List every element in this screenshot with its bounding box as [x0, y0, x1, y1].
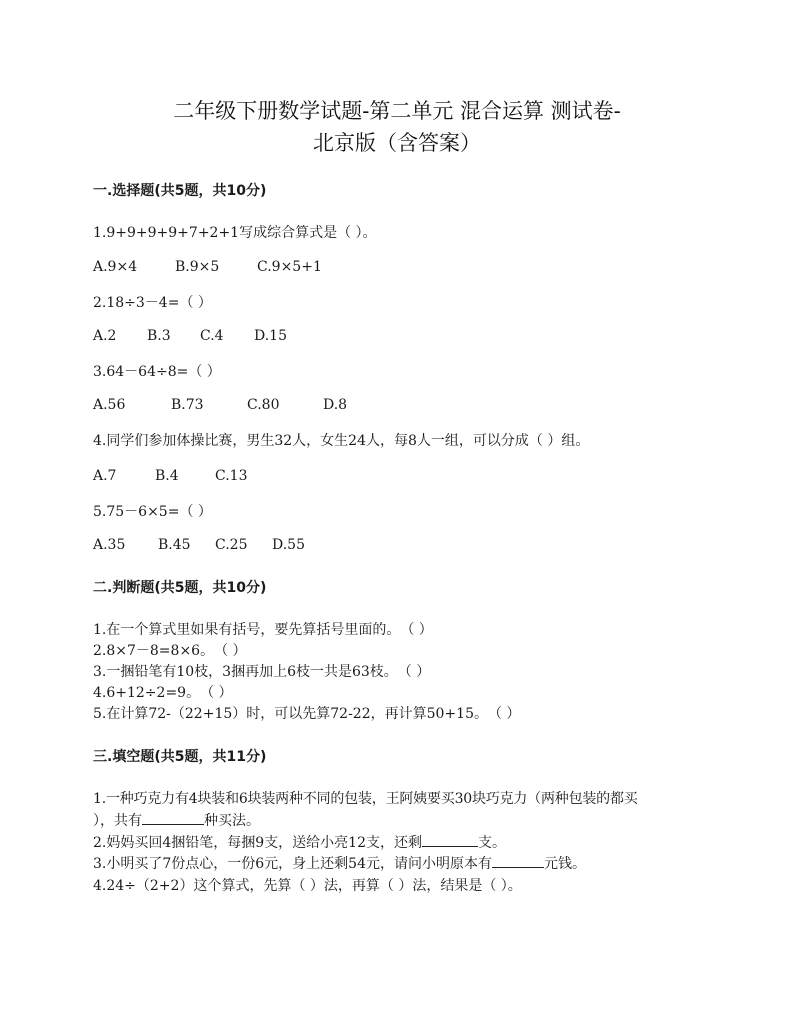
page-title-line2: 北京版（含答案） [313, 131, 481, 155]
fill-text: 2.妈妈买回4捆铅笔，每捆9支，送给小亮12支，还剩 [93, 835, 422, 851]
option-b: B.4 [155, 468, 179, 484]
option-d: D.8 [323, 397, 348, 413]
fill-item-2 [93, 832, 506, 852]
judge-item: 4.6+12÷2=9。 （ ） [93, 685, 233, 701]
fill-text: ），共有 [93, 813, 142, 829]
fill-text: 种买法。 [204, 813, 260, 829]
option-b: B.9×5 [175, 259, 220, 275]
option-c: C.9×5+1 [257, 259, 322, 275]
fill-text: 元钱。 [544, 856, 586, 872]
option-c: C.25 [215, 537, 248, 553]
question-text: 4.同学们参加体操比赛，男生32人，女生24人，每8人一组，可以分成（ ）组。 [93, 433, 590, 449]
option-b: B.73 [171, 397, 204, 413]
option-a: A.2 [93, 328, 117, 344]
section-heading-fill: 三.填空题(共5题，共11分) [93, 749, 267, 765]
option-a: A.56 [93, 397, 126, 413]
answer-blank [142, 810, 204, 825]
fill-item-4: 4.24÷（2+2）这个算式，先算（ ）法，再算（ ）法，结果是（ ）。 [93, 878, 522, 894]
section-heading-judge: 二.判断题(共5题，共10分) [93, 580, 267, 596]
option-a: A.7 [93, 468, 117, 484]
fill-item-3 [93, 853, 586, 873]
fill-item-1-line2 [93, 810, 260, 830]
answer-blank [492, 853, 544, 868]
option-b: B.3 [147, 328, 171, 344]
option-a: A.9×4 [93, 259, 138, 275]
section-heading-choice: 一.选择题(共5题，共10分) [93, 183, 267, 199]
question-text: 2.18÷3－4=（ ） [93, 295, 212, 311]
question-text: 1.9+9+9+9+7+2+1写成综合算式是（ ）。 [93, 225, 377, 241]
answer-blank [422, 832, 478, 847]
page-title-line1: 二年级下册数学试题-第二单元 混合运算 测试卷- [173, 99, 621, 123]
question-text: 3.64－64÷8=（ ） [93, 364, 221, 380]
option-d: D.15 [254, 328, 287, 344]
option-a: A.35 [93, 537, 126, 553]
option-c: C.80 [247, 397, 280, 413]
option-d: D.55 [272, 537, 305, 553]
fill-text: 3.小明买了7份点心，一份6元，身上还剩54元，请问小明原本有 [93, 856, 492, 872]
fill-text: 支。 [478, 835, 506, 851]
judge-item: 3.一捆铅笔有10枝，3捆再加上6枝一共是63枝。 （ ） [93, 664, 431, 680]
judge-item: 2.8×7－8=8×6。 （ ） [93, 643, 247, 659]
option-c: C.4 [200, 328, 224, 344]
judge-item: 5.在计算72-（22+15）时，可以先算72-22，再计算50+15。 （ ） [93, 706, 521, 722]
question-text: 5.75－6×5=（ ） [93, 504, 212, 520]
option-b: B.45 [158, 537, 191, 553]
fill-item-1-line1: 1.一种巧克力有4块装和6块装两种不同的包装，王阿姨要买30块巧克力（两种包装的都买 [93, 791, 638, 807]
judge-item: 1.在一个算式里如果有括号，要先算括号里面的。 （ ） [93, 622, 433, 638]
option-c: C.13 [215, 468, 248, 484]
